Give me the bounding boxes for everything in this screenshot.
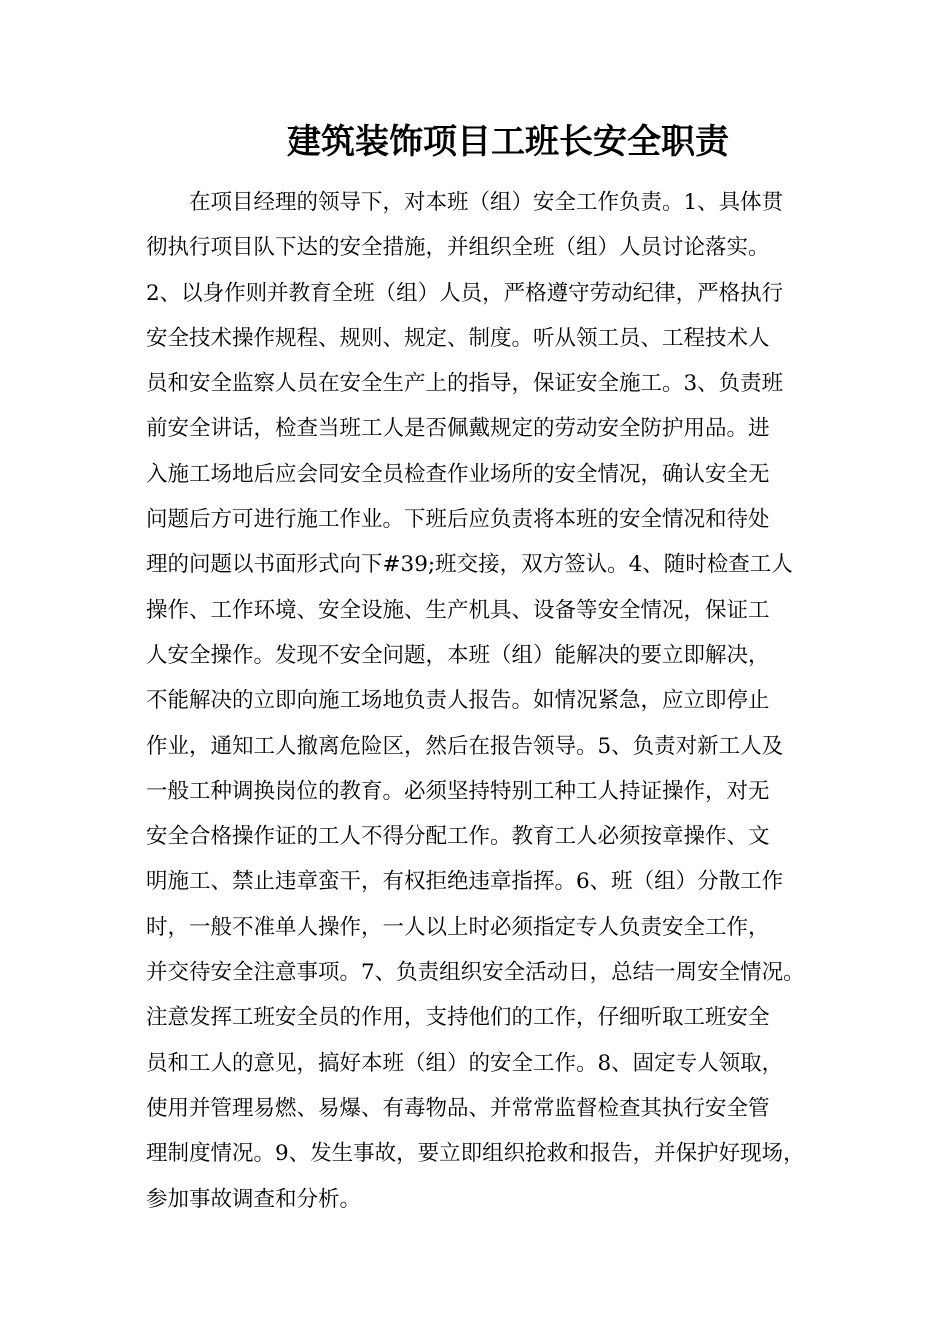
body-line: 操作、工作环境、安全设施、生产机具、设备等安全情况，保证工 (146, 597, 770, 623)
body-line: 员和安全监察人员在安全生产上的指导，保证安全施工。3、负责班 (146, 371, 784, 397)
body-line: 安全技术操作规程、规则、规定、制度。听从领工员、工程技术人 (146, 325, 770, 351)
body-line: 不能解决的立即向施工场地负责人报告。如情况紧急，应立即停止 (146, 688, 770, 714)
body-line: 理制度情况。9、发生事故，要立即组织抢救和报告，并保护好现场， (146, 1141, 805, 1167)
body-line: 明施工、禁止违章蛮干，有权拒绝违章指挥。6、班（组）分散工作 (146, 869, 784, 895)
body-line: 彻执行项目队下达的安全措施，并组织全班（组）人员讨论落实。 (146, 235, 770, 261)
body-line: 一般工种调换岗位的教育。必须坚持特别工种工人持证操作，对无 (146, 778, 770, 804)
document-title: 建筑装饰项目工班长安全职责 (287, 122, 729, 162)
body-line: 时，一般不准单人操作，一人以上时必须指定专人负责安全工作， (146, 914, 770, 940)
body-line: 2、以身作则并教育全班（组）人员，严格遵守劳动纪律，严格执行 (146, 280, 784, 306)
body-line: 并交待安全注意事项。7、负责组织安全活动日，总结一周安全情况。 (146, 960, 805, 986)
body-line: 使用并管理易燃、易爆、有毒物品、并常常监督检查其执行安全管 (146, 1095, 770, 1121)
body-line: 前安全讲话，检查当班工人是否佩戴规定的劳动安全防护用品。进 (146, 416, 770, 442)
body-line: 参加事故调查和分析。 (146, 1186, 362, 1212)
body-line: 问题后方可进行施工作业。下班后应负责将本班的安全情况和待处 (146, 507, 770, 533)
document-body (146, 180, 826, 1222)
body-line: 人安全操作。发现不安全问题，本班（组）能解决的要立即解决， (146, 642, 770, 668)
body-line: 作业，通知工人撤离危险区，然后在报告领导。5、负责对新工人及 (146, 733, 784, 759)
body-line: 员和工人的意见，搞好本班（组）的安全工作。8、固定专人领取， (146, 1050, 784, 1076)
body-line: 入施工场地后应会同安全员检查作业场所的安全情况，确认安全无 (146, 461, 770, 487)
body-line: 在项目经理的领导下，对本班（组）安全工作负责。1、具体贯 (189, 190, 784, 215)
body-line: 理的问题以书面形式向下#39;班交接，双方签认。4、随时检查工人 (146, 552, 793, 578)
body-line: 注意发挥工班安全员的作用，支持他们的工作，仔细听取工班安全 (146, 1005, 770, 1031)
body-line: 安全合格操作证的工人不得分配工作。教育工人必须按章操作、文 (146, 824, 770, 850)
